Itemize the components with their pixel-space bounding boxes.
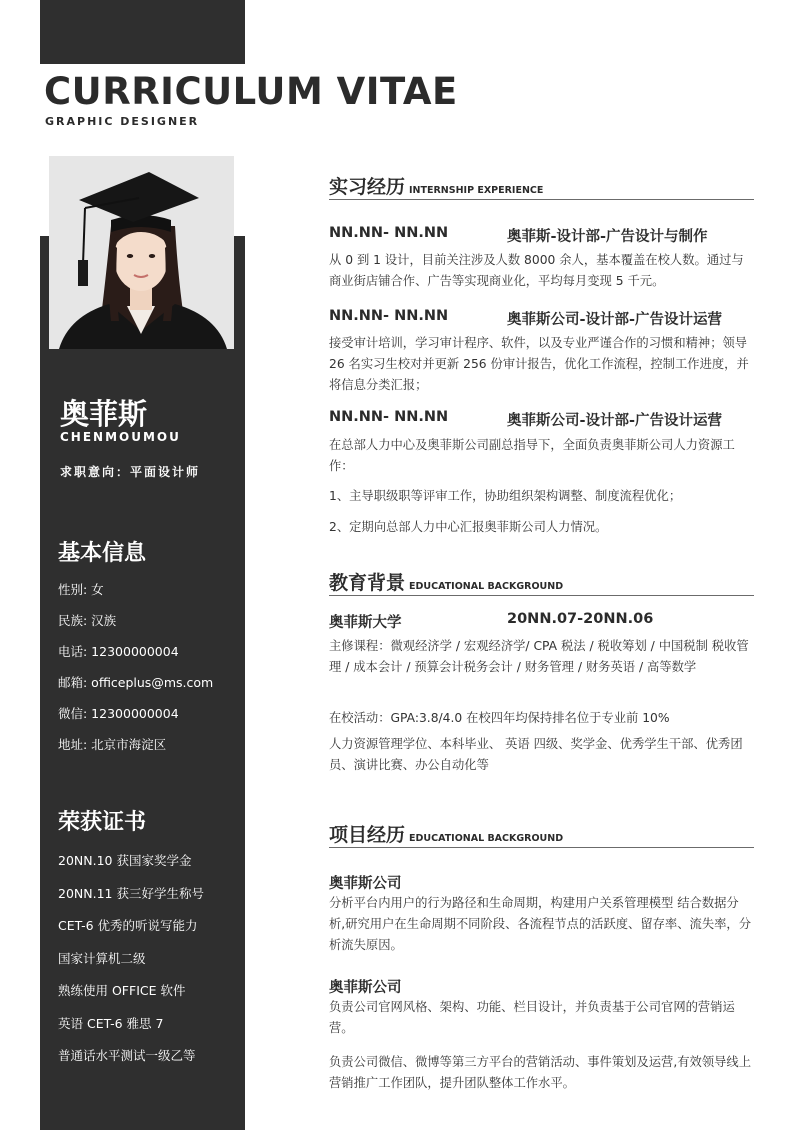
profile-name-en: CHENMOUMOU (60, 430, 181, 444)
internship-date: NN.NN- NN.NN (329, 308, 449, 324)
internship-org: 奥菲斯公司-设计部-广告设计运营 (507, 413, 723, 429)
info-address: 地址: 北京市海淀区 (58, 737, 167, 752)
project-desc: 分析平台内用户的行为路径和生命周期，构建用户关系管理模型 结合数据分析,研究用户在生命周期不同阶段、各流程节点的活跃度、留存率、流失率，分析流失原因。 (329, 896, 752, 952)
job-intent: 求职意向：平面设计师 (60, 465, 201, 479)
page-subtitle: GRAPHIC DESIGNER (45, 115, 200, 128)
project-desc: 负责公司微信、微博等第三方平台的营销活动、事件策划及运营,有效领导线上营销推广工作团队，提升团队整体工作水平。 (329, 1055, 752, 1090)
internship-desc: 从 0 到 1 设计，目前关注涉及人数 8000 余人，基本覆盖在校人数。通过与商业街店铺合作、广告等实现商业化，平均每月变现 5 千元。 (329, 253, 744, 288)
internship-desc: 接受审计培训，学习审计程序、软件，以及专业严谨合作的习惯和精神；领导 26 名实习生校对并更新 256 份审计报告，优化工作流程，控制工作进度，并将信息分类汇报； (329, 336, 749, 392)
school-name: 奥菲斯大学 (329, 615, 402, 631)
education-activities: 在校活动：GPA:3.8/4.0 在校四年均保持排名位于专业前 10% (329, 711, 670, 725)
honors-heading: 荣获证书 (58, 810, 147, 835)
education-heading-en: EDUCATIONAL BACKGROUND (409, 581, 564, 592)
profile-photo (49, 156, 234, 349)
education-section-header (329, 568, 754, 596)
internship-entry-1-header (329, 225, 708, 245)
projects-section-header (329, 820, 754, 848)
internship-point: 2、定期向总部人力中心汇报奥菲斯公司人力情况。 (329, 520, 608, 534)
internship-org: 奥菲斯公司-设计部-广告设计运营 (507, 312, 723, 328)
honor-item: 20NN.10 获国家奖学金 (58, 853, 192, 868)
internship-heading-en: INTERNSHIP EXPERIENCE (409, 185, 544, 196)
internship-point: 1、主导职级职等评审工作，协助组织架构调整、制度流程优化； (329, 489, 682, 503)
honors-list (58, 851, 204, 1079)
info-ethnicity: 民族: 汉族 (58, 613, 117, 628)
internship-entry-2-header (329, 308, 723, 328)
info-gender: 性别: 女 (58, 582, 104, 597)
internship-desc: 在总部人力中心及奥菲斯公司副总指导下，全面负责奥菲斯公司人力资源工作： (329, 438, 735, 473)
honor-item: 普通话水平测试一级乙等 (58, 1048, 196, 1063)
internship-date: NN.NN- NN.NN (329, 409, 449, 425)
project-title: 奥菲斯公司 (329, 980, 402, 996)
honor-item: 熟练使用 OFFICE 软件 (58, 983, 186, 998)
projects-heading-en: EDUCATIONAL BACKGROUND (409, 833, 564, 844)
internship-date: NN.NN- NN.NN (329, 225, 449, 241)
internship-heading: 实习经历 (329, 176, 406, 198)
education-courses: 主修课程：微观经济学 / 宏观经济学/ CPA 税法 / 税收筹划 / 中国税制 税收管理 / 成本会计 / 预算会计税务会计 / 财务管理 / 财务英语 / 高等数学 (329, 639, 749, 674)
project-desc: 负责公司官网风格、架构、功能、栏目设计，并负责基于公司官网的营销运营。 (329, 1000, 735, 1035)
info-phone: 电话: 12300000004 (58, 644, 179, 659)
education-entry-header (329, 611, 654, 632)
honor-item: 20NN.11 获三好学生称号 (58, 885, 204, 901)
honor-item: 英语 CET-6 雅思 7 (58, 1015, 164, 1031)
info-wechat: 微信: 12300000004 (58, 706, 179, 721)
basic-info-heading: 基本信息 (58, 541, 147, 566)
info-email: 邮箱: officeplus@ms.com (58, 675, 214, 690)
honor-item: 国家计算机二级 (58, 950, 146, 966)
page-title: CURRICULUM VITAE (44, 70, 458, 113)
internship-section-header (329, 172, 754, 200)
education-awards: 人力资源管理学位、本科毕业、 英语 四级、奖学金、优秀学生干部、优秀团员、演讲比赛、办公自动化等 (329, 737, 743, 772)
internship-org: 奥菲斯-设计部-广告设计与制作 (507, 229, 708, 245)
education-heading: 教育背景 (329, 572, 406, 594)
honor-item: CET-6 优秀的听说写能力 (58, 918, 198, 933)
header-decor-bar (40, 0, 245, 64)
projects-heading: 项目经历 (329, 824, 406, 846)
education-period: 20NN.07-20NN.06 (507, 611, 654, 627)
project-title: 奥菲斯公司 (329, 876, 402, 892)
basic-info-list (58, 580, 213, 766)
internship-entry-3-header (329, 409, 723, 429)
profile-name: 奥菲斯 (60, 397, 148, 431)
